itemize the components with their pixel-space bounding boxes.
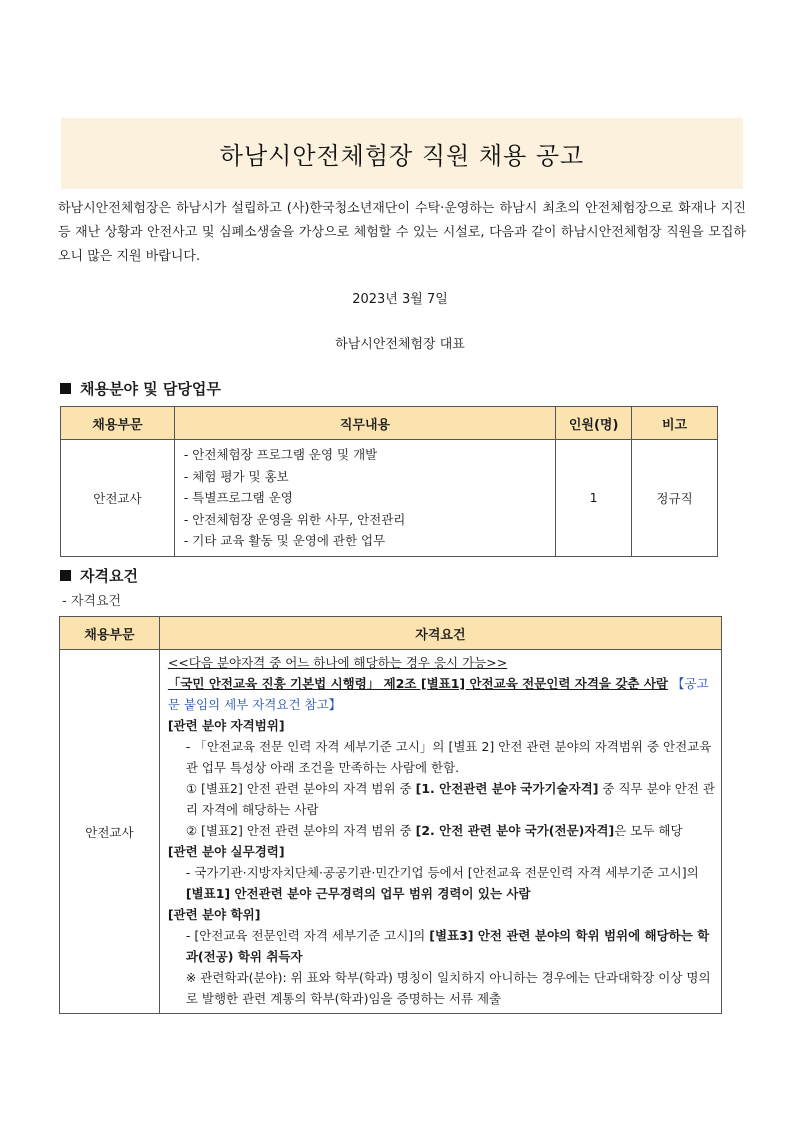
table-header-row — [61, 407, 718, 440]
section-heading-label: 자격요건 — [80, 567, 138, 585]
title-banner — [61, 118, 743, 189]
section-heading-positions — [60, 378, 221, 399]
section-heading-label: 채용분야 및 담당업무 — [80, 380, 221, 398]
degree-bold: [별표3] 안전 관련 분야의 학위 범위에 해당하는 학과(전공) 학위 취득자 — [185, 928, 710, 964]
category-cell: 안전교사 — [60, 650, 160, 1014]
category-cell: 안전교사 — [61, 440, 175, 557]
header-duties: 직무내용 — [174, 407, 555, 440]
scope-item-2-bold: [2. 안전 관련 분야 국가(전문)자격] — [415, 823, 615, 838]
table-header-row — [60, 617, 722, 650]
experience-bold: [별표1] 안전관련 분야 근무경력의 업무 범위 경력이 있는 사람 — [185, 886, 531, 901]
page-title: 하남시안전체험장 직원 채용 공고 — [219, 142, 585, 170]
qualifications-subheading: - 자격요건 — [62, 594, 122, 609]
table-row — [60, 650, 722, 1014]
count-cell: 1 — [556, 440, 632, 557]
header-category: 채용부문 — [60, 617, 160, 650]
duty-item: - 안전체험장 운영을 위한 사무, 안전관리 — [183, 511, 406, 527]
header-count: 인원(명) — [556, 407, 632, 440]
law-reference-note: 【공고문 붙임의 세부 자격요건 참고】 — [167, 676, 709, 712]
law-reference-text: 「국민 안전교육 진흥 기본법 시행령」 제2조 [별표1] 안전교육 전문인력 자격을 갖춘 사람 — [167, 676, 669, 691]
scope-item-1-suffix: 중 직무 분야 안전 관리 자격에 해당하는 사람 — [185, 781, 715, 817]
scope-item-1-prefix: ① [별표2] 안전 관련 분야의 자격 범위 중 — [185, 781, 416, 796]
header-note: 비고 — [632, 407, 718, 440]
section-heading-qualifications — [60, 565, 138, 586]
scope-item-1 — [168, 778, 715, 820]
duty-item: - 안전체험장 프로그램 운영 및 개발 — [183, 447, 378, 462]
table-row — [61, 440, 718, 557]
square-bullet-icon — [60, 383, 71, 394]
degree-heading: [관련 분야 학위] — [167, 907, 261, 922]
scope-item-1-bold: [1. 안전관련 분야 국가기술자격] — [415, 781, 599, 796]
positions-table — [60, 406, 718, 557]
experience-prefix: - 국가기관·지방자치단체·공공기관·민간기업 등에서 [안전교육 전문인력 자격 세부기준 고시]의 — [185, 865, 699, 880]
degree-note: ※ 관련학과(분야): 위 표와 학부(학과) 명칭이 일치하지 아니하는 경우에는 단과대학장 이상 명의로 발행한 관련 계통의 학부(학과)임을 증명하는 서류 제출 — [185, 970, 711, 1006]
degree-text — [168, 925, 715, 967]
qualifications-cell — [159, 650, 721, 1014]
square-bullet-icon — [60, 570, 71, 581]
duty-item: - 기타 교육 활동 및 운영에 관한 업무 — [183, 533, 386, 548]
degree-prefix: - [안전교육 전문인력 자격 세부기준 고시]의 — [185, 928, 430, 943]
eligibility-intro: <<다음 분야자격 중 어느 하나에 해당하는 경우 응시 가능>> — [167, 655, 508, 670]
qualifications-table — [59, 616, 722, 1014]
issuer: 하남시안전체험장 대표 — [335, 337, 465, 352]
scope-item-2-suffix: 은 모두 해당 — [614, 823, 683, 838]
announcement-date: 2023년 3월 7일 — [352, 292, 448, 307]
experience-heading: [관련 분야 실무경력] — [167, 844, 285, 859]
intro-paragraph: 하남시안전체험장은 하남시가 설립하고 (사)한국청소년재단이 수탁·운영하는 하남시 최초의 안전체험장으로 화재나 지진 등 재난 상황과 안전사고 및 심폐소생술을 가상으로 체험할 수 있는 시설로, 다음과 같이 하남시안전체험장 직원을 모집하오니 많은 지원 바랍니다. — [58, 201, 746, 264]
note-cell: 정규직 — [632, 440, 718, 557]
duties-cell — [174, 440, 555, 557]
experience-text — [168, 862, 715, 904]
header-qualifications: 자격요건 — [159, 617, 721, 650]
duty-item: - 특별프로그램 운영 — [183, 490, 293, 505]
scope-heading: [관련 분야 자격범위] — [167, 718, 285, 733]
scope-item-2-prefix: ② [별표2] 안전 관련 분야의 자격 범위 중 — [185, 823, 416, 838]
law-reference — [168, 673, 715, 715]
scope-text: - 「안전교육 전문 인력 자격 세부기준 고시」의 [별표 2] 안전 관련 분야의 자격범위 중 안전교육관 업무 특성상 아래 조건을 만족하는 사람에 한함. — [185, 739, 712, 775]
scope-item-2 — [168, 820, 715, 841]
header-category: 채용부문 — [61, 407, 175, 440]
duty-item: - 체험 평가 및 홍보 — [183, 468, 289, 484]
duties-list — [176, 441, 554, 555]
